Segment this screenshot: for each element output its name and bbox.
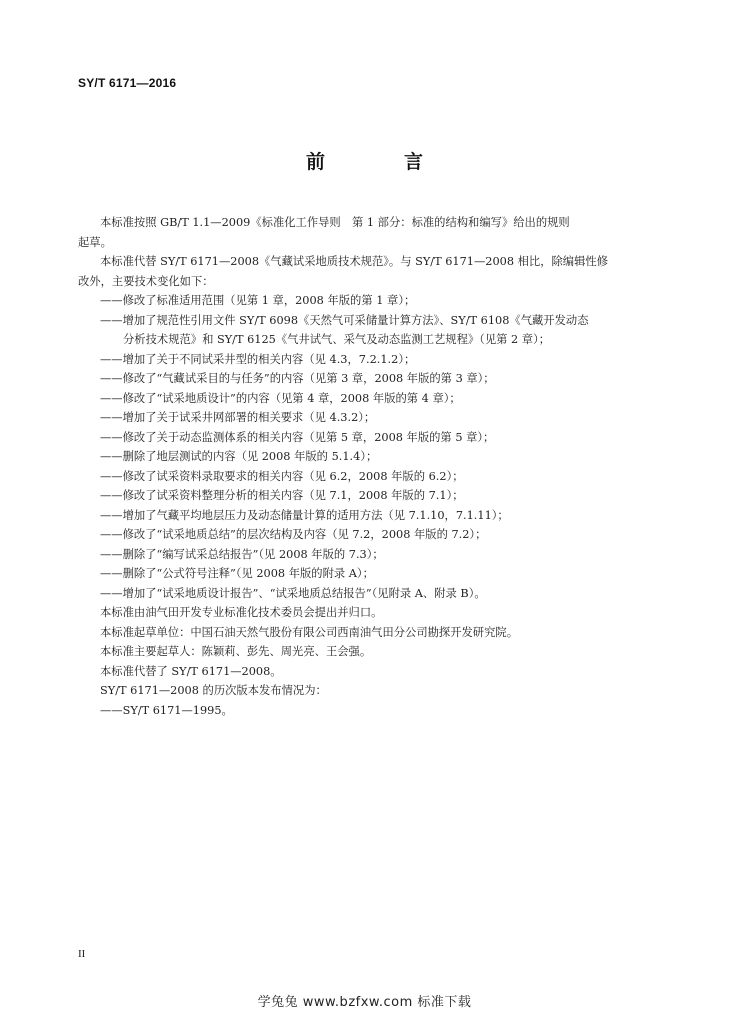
paragraph-line: ——修改了“试采地质设计”的内容（见第 4 章，2008 年版的第 4 章）； [100, 391, 461, 405]
paragraph-line: ——删除了地层测试的内容（见 2008 年版的 5.1.4）； [100, 450, 378, 463]
paragraph-line: ——增加了关于试采井网部署的相关要求（见 4.3.2）； [100, 411, 376, 424]
page-title: 前 言 [305, 151, 453, 173]
paragraph-line: ——修改了“试采地质总结”的层次结构及内容（见 7.2，2008 年版的 7.2）； [100, 528, 487, 541]
paragraph-line: 本标准起草单位：中国石油天然气股份有限公司西南油气田分公司勘探开发研究院。 [100, 625, 518, 639]
foreword-body [78, 213, 654, 720]
paragraph-line: ——修改了标准适用范围（见第 1 章，2008 年版的第 1 章）； [100, 294, 416, 307]
paragraph-line: 改外，主要技术变化如下： [78, 274, 214, 288]
paragraph-line: 本标准代替 SY/T 6171—2008《气藏试采地质技术规范》。与 SY/T 6171—2008 相比，除编辑性修 [100, 255, 608, 268]
paragraph-line: 本标准按照 GB/T 1.1—2009《标准化工作导则 第 1 部分：标准的结构和编写》给出的规则 [100, 216, 570, 229]
paragraph-line: ——增加了规范性引用文件 SY/T 6098《天然气可采储量计算方法》、SY/T 6108《气藏开发动态 [100, 313, 589, 327]
paragraph-line: ——增加了“试采地质设计报告”、“试采地质总结报告”（见附录 A、附录 B）。 [100, 586, 486, 600]
paragraph-line: 本标准由油气田开发专业标准化技术委员会提出并归口。 [100, 606, 383, 619]
paragraph-line: SY/T 6171—2008 的历次版本发布情况为： [100, 684, 327, 697]
watermark-link[interactable]: 学兔兔 www.bzfxw.com 标准下载 [257, 995, 472, 1010]
paragraph-line: ——修改了试采资料整理分析的相关内容（见 7.1，2008 年版的 7.1）； [100, 489, 464, 502]
page-number: II [78, 948, 86, 960]
paragraph-line: ——删除了“编写试采总结报告”（见 2008 年版的 7.3）； [100, 547, 384, 561]
document-id: SY/T 6171—2016 [78, 76, 177, 90]
paragraph-line: 本标准代替了 SY/T 6171—2008。 [100, 664, 282, 678]
paragraph-line: ——SY/T 6171—1995。 [100, 703, 233, 717]
paragraph-line: ——修改了关于动态监测体系的相关内容（见第 5 章，2008 年版的第 5 章）； [100, 430, 495, 444]
paragraph-line: ——修改了试采资料录取要求的相关内容（见 6.2，2008 年版的 6.2）； [100, 469, 464, 483]
paragraph-line: ——增加了关于不同试采井型的相关内容（见 4.3，7.2.1.2）； [100, 352, 416, 366]
paragraph-line: ——增加了气藏平均地层压力及动态储量计算的适用方法（见 7.1.10，7.1.11）； [100, 508, 509, 522]
paragraph-line: 起草。 [78, 235, 112, 249]
paragraph-line: ——删除了“公式符号注释”（见 2008 年版的附录 A）； [100, 567, 374, 580]
paragraph-line: 分析技术规范》和 SY/T 6125《气井试气、采气及动态监测工艺规程》（见第 2 章）； [123, 333, 551, 346]
paragraph-line: 本标准主要起草人：陈颖莉、彭先、周光亮、王会强。 [100, 645, 372, 658]
paragraph-line: ——修改了“气藏试采目的与任务”的内容（见第 3 章，2008 年版的第 3 章）； [100, 372, 495, 385]
